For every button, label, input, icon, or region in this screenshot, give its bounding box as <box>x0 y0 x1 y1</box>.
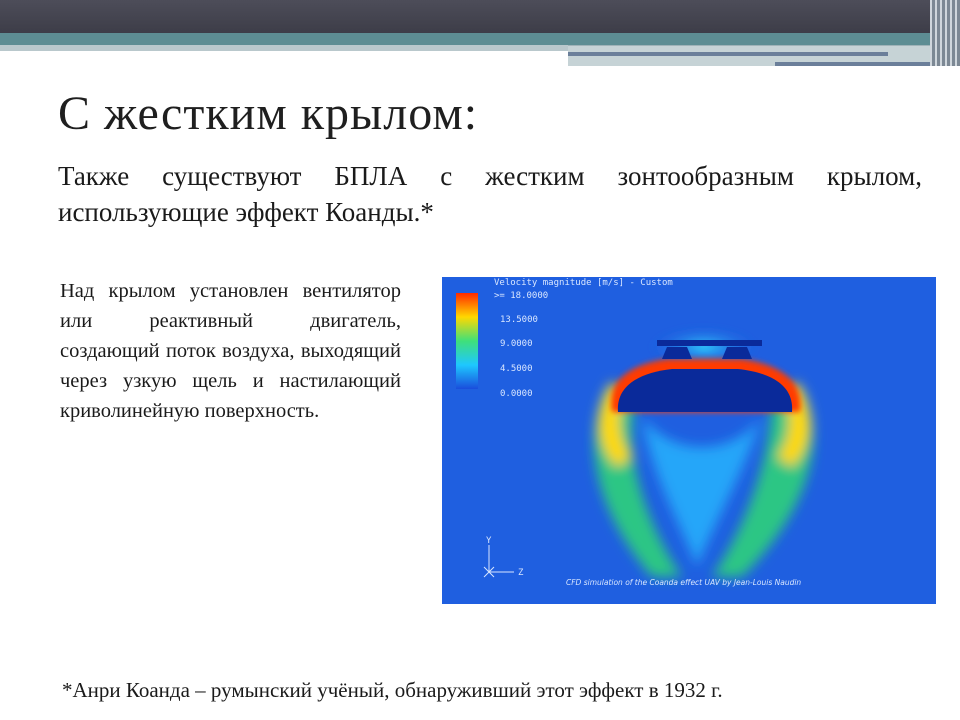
legend-tick: 9.0000 <box>500 339 533 349</box>
banner-stripe <box>568 52 888 56</box>
figure-caption: CFD simulation of the Coanda effect UAV by Jean-Louis Naudin <box>566 578 802 587</box>
banner-teal-band <box>0 33 960 45</box>
engine-bar <box>657 340 762 346</box>
legend-tick: >= 18.0000 <box>494 291 549 301</box>
cfd-simulation-image <box>442 277 936 604</box>
legend-tick: 0.0000 <box>500 389 533 399</box>
figure-header: Velocity magnitude [m/s] - Custom <box>494 278 673 288</box>
body-paragraph: Над крылом установлен вентилятор или реактивный двигатель, создающий поток воздуха, выходящий через узкую щель и настилающий криволинейную поверхность. <box>60 280 401 422</box>
axis-y-label: Y <box>486 536 492 546</box>
cfd-simulation-svg <box>442 277 936 604</box>
legend-tick: 13.5000 <box>500 315 538 325</box>
slide-title: С жестким крылом: <box>58 87 479 140</box>
legend-tick: 4.5000 <box>500 364 533 374</box>
banner-light-band <box>0 45 570 51</box>
footnote: *Анри Коанда – румынский учёный, обнаруживший этот эффект в 1932 г. <box>62 678 723 702</box>
color-legend <box>456 293 478 389</box>
banner-stripe <box>775 62 943 66</box>
engine-strut <box>722 347 752 359</box>
banner-dark-band <box>0 0 960 33</box>
axis-z-label: Z <box>518 568 524 578</box>
intro-paragraph: Также существуют БПЛА с жестким зонтообразным крылом, использующие эффект Коанды.* <box>58 161 922 227</box>
engine-strut <box>662 347 692 359</box>
banner-vertical-lines <box>930 0 960 66</box>
